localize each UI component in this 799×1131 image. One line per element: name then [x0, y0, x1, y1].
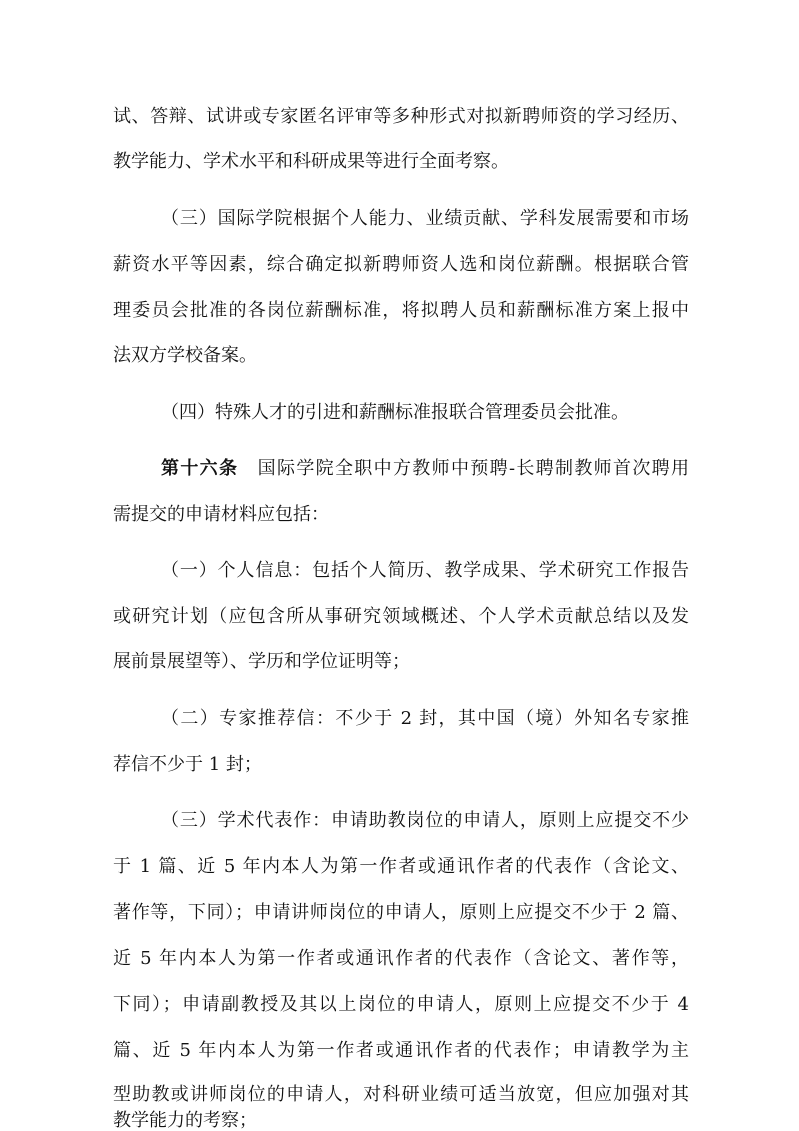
- text-line: 著作等，下同）；申请讲师岗位的申请人，原则上应提交不少于 2 篇、: [113, 902, 689, 923]
- text-line: 教学能力、学术水平和科研成果等进行全面考察。: [113, 151, 509, 172]
- text-line: （三）国际学院根据个人能力、业绩贡献、学科发展需要和市场: [161, 208, 689, 229]
- text-line: （一）个人信息：包括个人简历、教学成果、学术研究工作报告: [161, 560, 689, 581]
- text-line: 于 1 篇、近 5 年内本人为第一作者或通讯作者的代表作（含论文、: [113, 856, 689, 877]
- text-line: 型助教或讲师岗位的申请人，对科研业绩可适当放宽，但应加强对其: [113, 1084, 689, 1105]
- article-line: [161, 460, 689, 478]
- article-text: 国际学院全职中方教师中预聘-长聘制教师首次聘用: [256, 458, 689, 479]
- text-line: （三）学术代表作：申请助教岗位的申请人，原则上应提交不少: [161, 810, 689, 831]
- text-line: 教学能力的考察；: [113, 1110, 257, 1131]
- article-label: 第十六条: [161, 458, 239, 479]
- text-line: 理委员会批准的各岗位薪酬标准，将拟聘人员和薪酬标准方案上报中: [113, 300, 689, 321]
- text-line: 荐信不少于 1 封；: [113, 754, 262, 775]
- text-line: 试、答辩、试讲或专家匿名评审等多种形式对拟新聘师资的学习经历、: [113, 106, 689, 127]
- text-line: 或研究计划（应包含所从事研究领域概述、个人学术贡献总结以及发: [113, 606, 689, 627]
- text-line: 篇、近 5 年内本人为第一作者或通讯作者的代表作；申请教学为主: [113, 1040, 689, 1061]
- text-line: 近 5 年内本人为第一作者或通讯作者的代表作（含论文、著作等，: [113, 948, 689, 969]
- text-line: （二）专家推荐信：不少于 2 封，其中国（境）外知名专家推: [161, 708, 689, 729]
- text-line: 下同）；申请副教授及其以上岗位的申请人，原则上应提交不少于 4: [113, 994, 689, 1015]
- text-line: 需提交的申请材料应包括：: [113, 504, 329, 525]
- text-line: 薪资水平等因素，综合确定拟新聘师资人选和岗位薪酬。根据联合管: [113, 254, 689, 275]
- text-line: 法双方学校备案。: [113, 345, 257, 366]
- text-line: 展前景展望等）、学历和学位证明等；: [113, 651, 410, 672]
- text-line: （四）特殊人才的引进和薪酬标准报联合管理委员会批准。: [161, 402, 629, 423]
